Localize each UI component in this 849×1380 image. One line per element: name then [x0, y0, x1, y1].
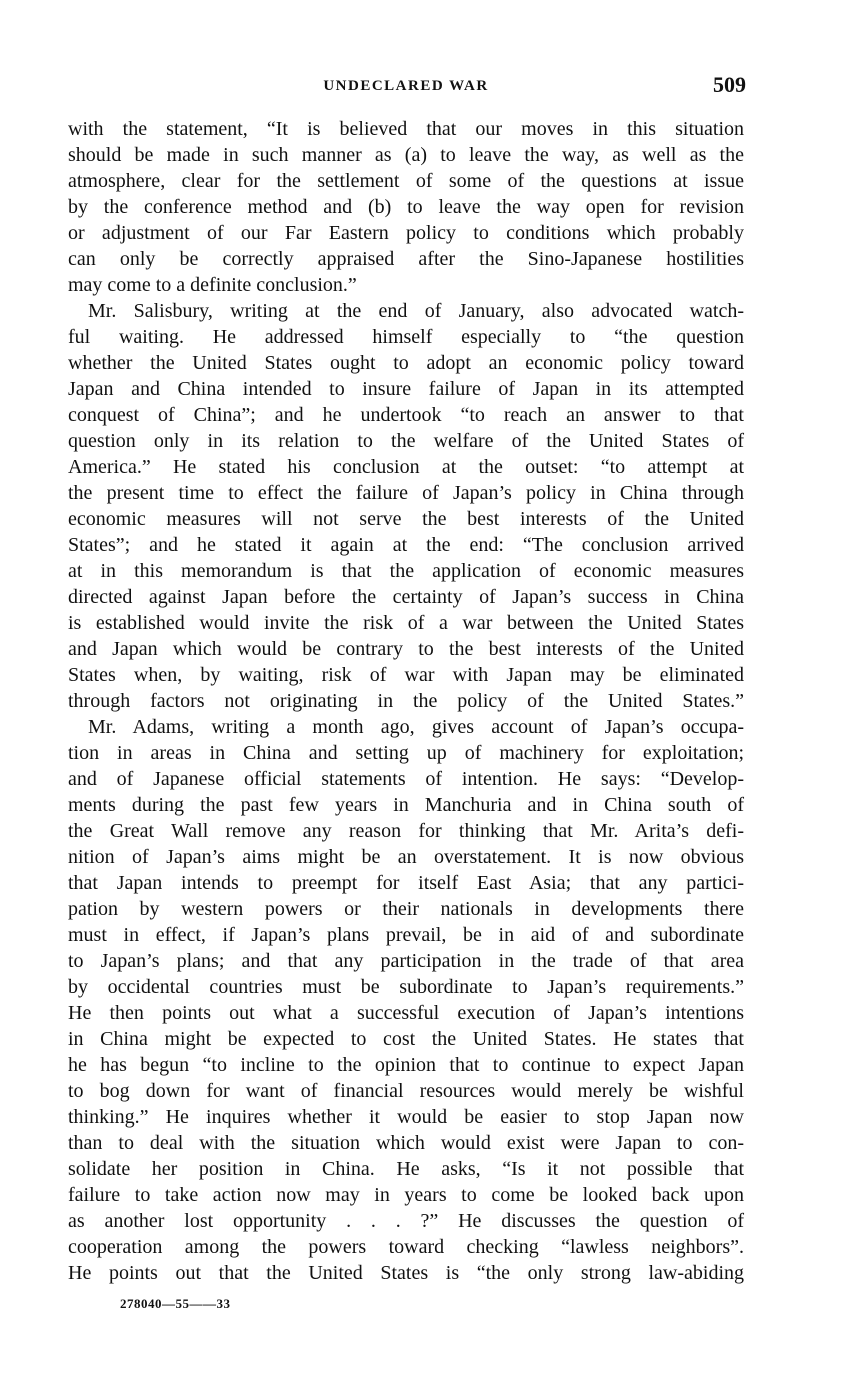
text-line: directed against Japan before the certainty of Japan’s success in China [68, 586, 744, 608]
paragraph-1 [68, 116, 744, 298]
text-line: ments during the past few years in Manchuria and in China south of [68, 794, 744, 816]
text-line: and Japan which would be contrary to the best interests of the United [68, 638, 744, 660]
text-line: should be made in such manner as (a) to leave the way, as well as the [68, 144, 744, 166]
text-line: in China might be expected to cost the United States. He states that [68, 1028, 744, 1050]
text-line: America.” He stated his conclusion at the outset: “to attempt at [68, 456, 744, 478]
text-line: ful waiting. He addressed himself especially to “the question [68, 326, 744, 348]
text-line: can only be correctly appraised after the Sino-Japanese hostilities [68, 248, 744, 270]
text-line: the present time to effect the failure of Japan’s policy in China through [68, 482, 744, 504]
print-signature-code: 278040—55——33 [120, 1296, 231, 1311]
text-line: Mr. Adams, writing a month ago, gives account of Japan’s occupa- [88, 716, 744, 738]
text-line: as another lost opportunity . . . ?” He discusses the question of [68, 1210, 744, 1232]
text-line: States when, by waiting, risk of war with Japan may be eliminated [68, 664, 744, 686]
page-number: 509 [713, 72, 746, 97]
text-line: by occidental countries must be subordinate to Japan’s requirements.” [68, 976, 744, 998]
text-line: or adjustment of our Far Eastern policy to conditions which probably [68, 222, 744, 244]
text-line: than to deal with the situation which would exist were Japan to con- [68, 1132, 744, 1154]
running-title: UNDECLARED WAR [323, 78, 489, 94]
text-line: tion in areas in China and setting up of machinery for exploitation; [68, 742, 744, 764]
text-line: pation by western powers or their nationals in developments there [68, 898, 744, 920]
text-line: is established would invite the risk of a war between the United States [68, 612, 744, 634]
running-head [66, 72, 746, 102]
text-line: nition of Japan’s aims might be an overstatement. It is now obvious [68, 846, 744, 868]
text-line: to Japan’s plans; and that any participation in the trade of that area [68, 950, 744, 972]
text-line: States”; and he stated it again at the end: “The conclusion arrived [68, 534, 744, 556]
text-line: with the statement, “It is believed that our moves in this situation [68, 118, 744, 140]
text-line: solidate her position in China. He asks, “Is it not possible that [68, 1158, 744, 1180]
text-line: He then points out what a successful execution of Japan’s intentions [68, 1002, 744, 1024]
text-line: may come to a definite conclusion.” [68, 274, 357, 296]
text-line: must in effect, if Japan’s plans prevail, be in aid of and subordinate [68, 924, 744, 946]
text-line: at in this memorandum is that the application of economic measures [68, 560, 744, 582]
text-line: whether the United States ought to adopt an economic policy toward [68, 352, 744, 374]
body-text [68, 116, 744, 1286]
text-line: the Great Wall remove any reason for thinking that Mr. Arita’s defi- [68, 820, 744, 842]
text-line: question only in its relation to the welfare of the United States of [68, 430, 744, 452]
text-line: thinking.” He inquires whether it would be easier to stop Japan now [68, 1106, 744, 1128]
text-line: Japan and China intended to insure failure of Japan in its attempted [68, 378, 744, 400]
text-line: conquest of China”; and he undertook “to reach an answer to that [68, 404, 744, 426]
text-line: He points out that the United States is “the only strong law-abiding [68, 1262, 744, 1284]
text-line: through factors not originating in the policy of the United States.” [68, 690, 744, 712]
text-line: he has begun “to incline to the opinion that to continue to expect Japan [68, 1054, 744, 1076]
text-line: that Japan intends to preempt for itself East Asia; that any partici- [68, 872, 744, 894]
text-line: cooperation among the powers toward checking “lawless neighbors”. [68, 1236, 744, 1258]
paragraph-2 [68, 298, 744, 714]
text-line: by the conference method and (b) to leave the way open for revision [68, 196, 744, 218]
text-line: and of Japanese official statements of intention. He says: “Develop- [68, 768, 744, 790]
text-line: to bog down for want of financial resources would merely be wishful [68, 1080, 744, 1102]
paragraph-3 [68, 714, 744, 1286]
text-line: atmosphere, clear for the settlement of some of the questions at issue [68, 170, 744, 192]
text-line: failure to take action now may in years to come be looked back upon [68, 1184, 744, 1206]
text-line: Mr. Salisbury, writing at the end of January, also advocated watch- [88, 300, 744, 322]
text-line: economic measures will not serve the best interests of the United [68, 508, 744, 530]
